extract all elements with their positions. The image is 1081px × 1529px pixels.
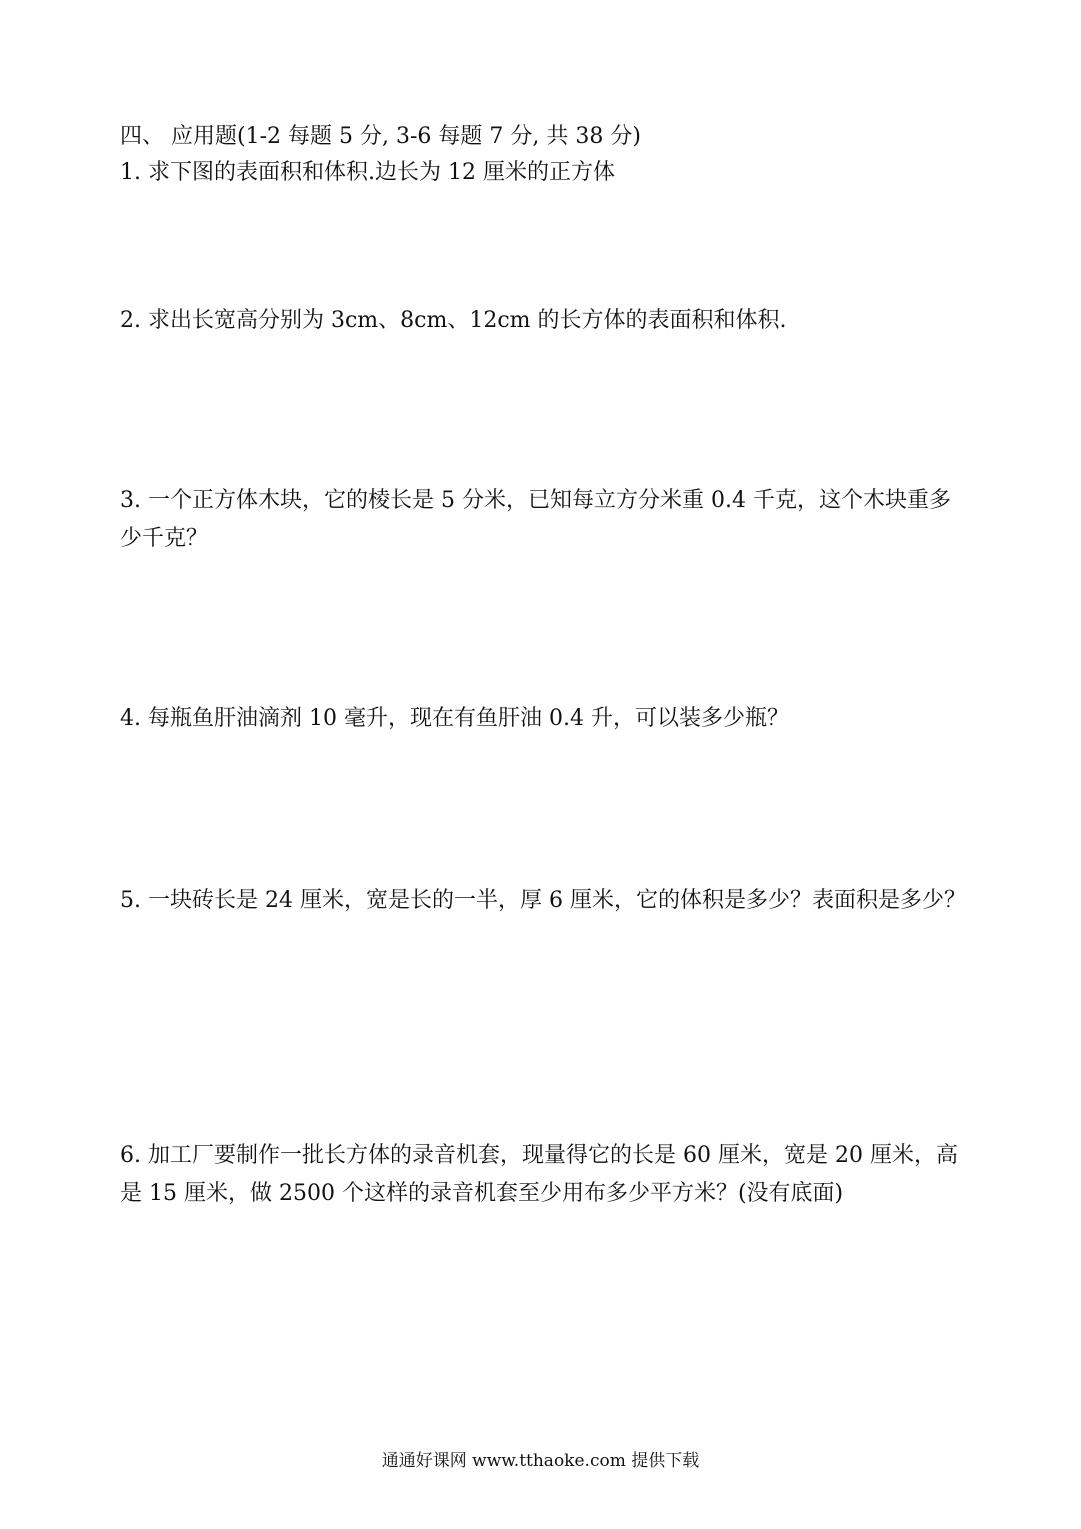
page-footer: 通通好课网 www.tthaoke.com 提供下载 [381,1451,700,1471]
question-3 [120,482,970,558]
question-1 [120,154,970,192]
question-3-text: 3. 一个正方体木块，它的棱长是 5 分米，已知每立方分米重 0.4 千克，这个木块重多少千克？ [120,488,951,551]
question-2 [120,302,970,340]
question-1-text: 1. 求下图的表面积和体积.边长为 12 厘米的正方体 [120,160,615,185]
question-4-text: 4. 每瓶鱼肝油滴剂 10 毫升，现在有鱼肝油 0.4 升，可以装多少瓶？ [120,706,789,731]
question-6-text: 6. 加工厂要制作一批长方体的录音机套，现量得它的长是 60 厘米，宽是 20 厘米，高是 15 厘米，做 2500 个这样的录音机套至少用布多少平方米？(没有底面) [120,1143,958,1206]
question-6 [120,1137,970,1213]
question-4 [120,700,970,738]
section-title: 四、 应用题(1-2 每题 5 分, 3-6 每题 7 分, 共 38 分) [120,124,641,149]
question-2-text: 2. 求出长宽高分别为 3cm、8cm、12cm 的长方体的表面积和体积. [120,308,787,333]
question-5-text: 5. 一块砖长是 24 厘米，宽是长的一半，厚 6 厘米，它的体积是多少？表面积是多少？ [120,888,966,913]
question-5 [120,882,970,920]
